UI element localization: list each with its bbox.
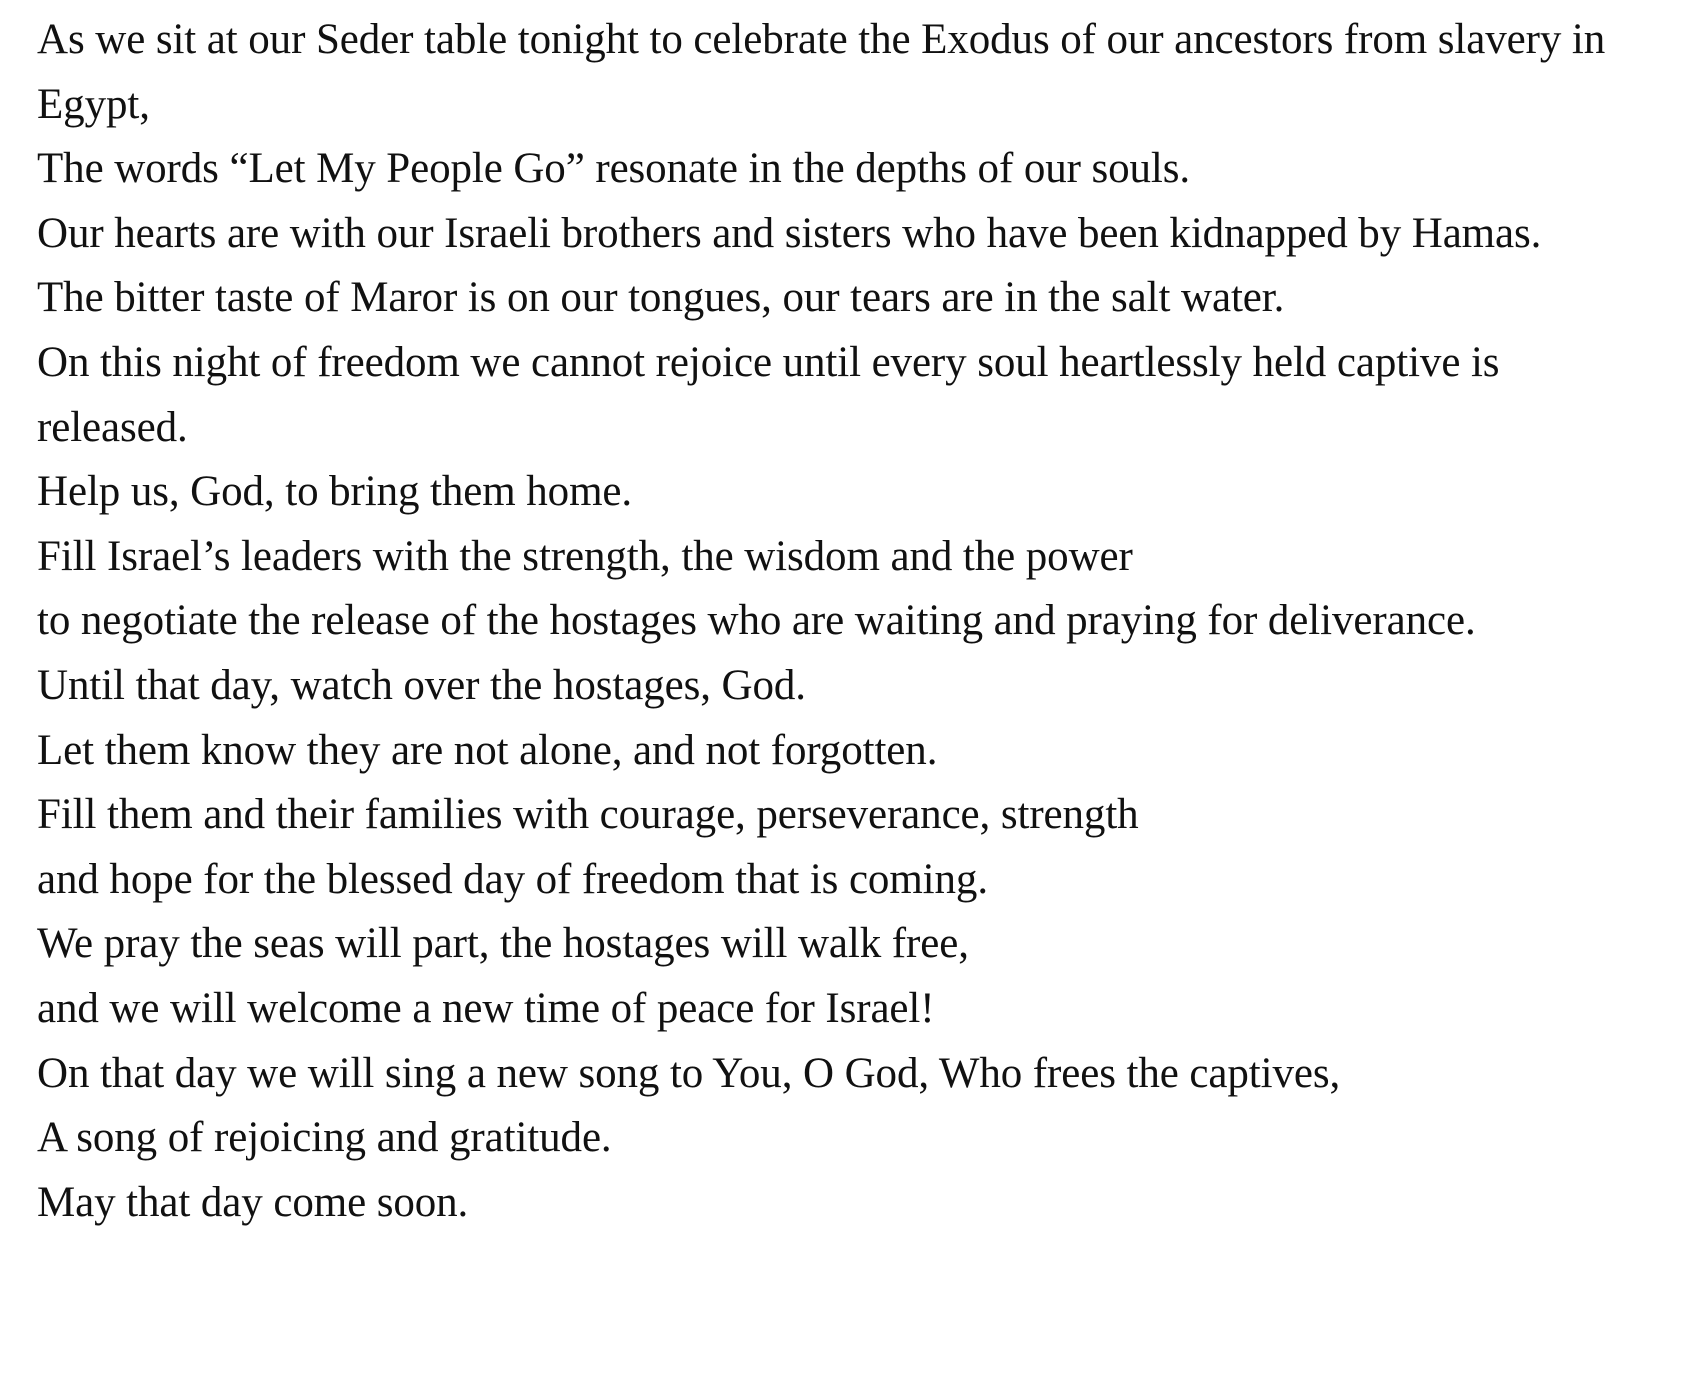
prayer-line: The bitter taste of Maror is on our tongues, our tears are in the salt water.: [37, 274, 1285, 322]
prayer-line: As we sit at our Seder table tonight to celebrate the Exodus of our ancestors from slavery in Egypt,: [37, 16, 1606, 128]
prayer-line: We pray the seas will part, the hostages will walk free,: [37, 920, 969, 968]
prayer-line: Help us, God, to bring them home.: [37, 468, 633, 516]
prayer-line: Until that day, watch over the hostages, God.: [37, 661, 806, 709]
prayer-line: Let them know they are not alone, and not forgotten.: [37, 726, 938, 774]
prayer-line: A song of rejoicing and gratitude.: [37, 1114, 612, 1162]
prayer-line: Fill them and their families with courage, perseverance, strength: [37, 791, 1139, 839]
prayer-line: Fill Israel’s leaders with the strength, the wisdom and the power: [37, 532, 1133, 580]
prayer-line: Our hearts are with our Israeli brothers and sisters who have been kidnapped by Hamas.: [37, 209, 1542, 257]
prayer-line: The words “Let My People Go” resonate in the depths of our souls.: [37, 145, 1191, 193]
prayer-text: [37, 8, 1657, 1235]
prayer-line: On that day we will sing a new song to You, O God, Who frees the captives,: [37, 1049, 1341, 1097]
prayer-line: On this night of freedom we cannot rejoice until every soul heartlessly held captive is released.: [37, 338, 1500, 451]
prayer-line: and hope for the blessed day of freedom that is coming.: [37, 855, 988, 903]
prayer-line: May that day come soon.: [37, 1178, 469, 1226]
prayer-line: to negotiate the release of the hostages who are waiting and praying for deliverance.: [37, 597, 1476, 645]
prayer-line: and we will welcome a new time of peace for Israel!: [37, 984, 935, 1032]
